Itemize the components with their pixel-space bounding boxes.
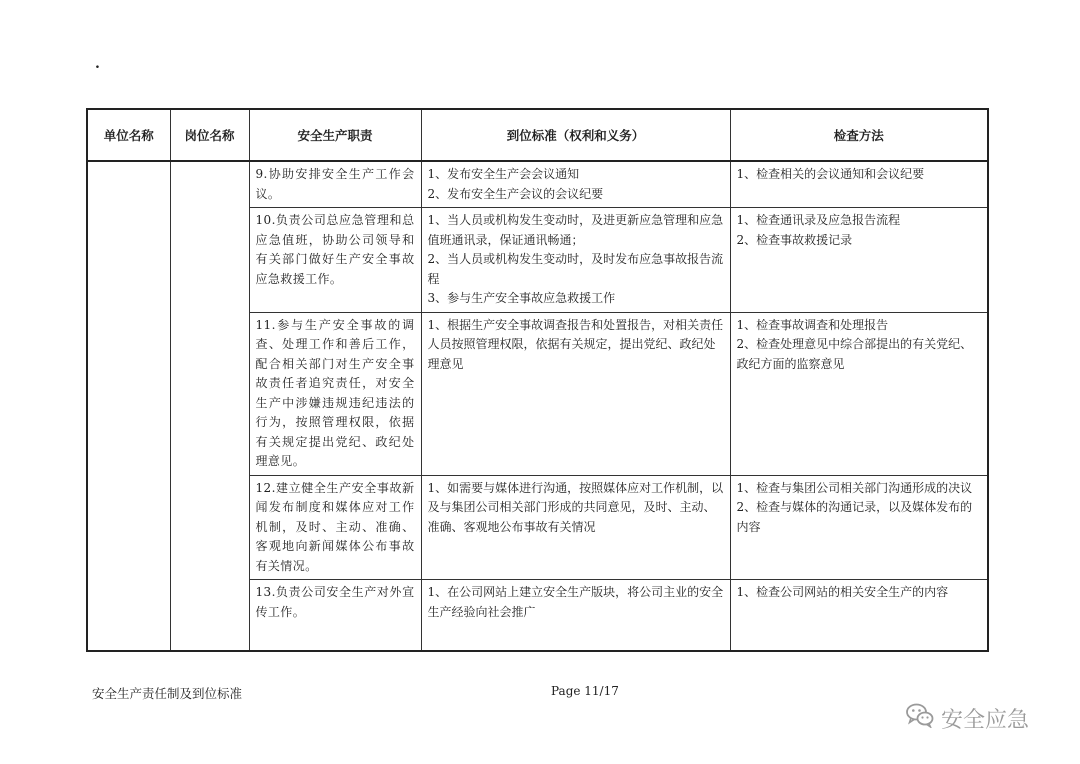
- standard-cell: [421, 580, 730, 651]
- check-cell: [730, 475, 988, 580]
- check-item: 2、检查处理意见中综合部提出的有关党纪、政纪方面的监察意见: [736, 337, 973, 371]
- duty-cell: 11.参与生产安全事故的调查、处理工作和善后工作，配合相关部门对生产安全事故责任者追究责任，对安全生产中涉嫌违规违纪违法的行为，按照管理权限，依据有关规定提出党纪、政纪处理意见。: [249, 312, 421, 475]
- page-mark: .: [95, 56, 100, 72]
- header-unit-name: 单位名称: [87, 109, 170, 161]
- standard-cell: [421, 208, 730, 313]
- duty-cell: 12.建立健全生产安全事故新闻发布制度和媒体应对工作机制，及时、主动、准确、客观地向新闻媒体公布事故有关情况。: [249, 475, 421, 580]
- check-cell: [730, 580, 988, 651]
- standard-item: 1、发布安全生产会会议通知: [427, 167, 580, 181]
- check-item: 1、检查与集团公司相关部门沟通形成的决议: [736, 480, 973, 495]
- check-item: 1、检查事故调查和处理报告: [736, 317, 889, 332]
- table-row: [87, 161, 988, 208]
- check-item: 2、检查事故救援记录: [736, 232, 853, 247]
- duty-cell: 9.协助安排安全生产工作会议。: [249, 161, 421, 208]
- standard-cell: [421, 475, 730, 580]
- unit-name-cell: [87, 161, 170, 651]
- check-item: 1、检查相关的会议通知和会议纪要: [736, 167, 925, 181]
- header-standard: 到位标准（权利和义务）: [421, 109, 730, 161]
- check-item: 2、检查与媒体的沟通记录，以及媒体发布的内容: [736, 500, 973, 534]
- responsibility-table: [86, 108, 989, 652]
- header-post-name: 岗位名称: [170, 109, 249, 161]
- check-item: 1、检查公司网站的相关安全生产的内容: [736, 585, 949, 599]
- table-header-row: [87, 109, 988, 161]
- page-number: Page 11/17: [551, 684, 619, 698]
- standard-item: 1、如需要与媒体进行沟通，按照媒体应对工作机制，以及与集团公司相关部门形成的共同意见，及时、主动、准确、客观地公布事故有关情况: [427, 480, 724, 534]
- standard-cell: [421, 312, 730, 475]
- standard-item: 2、当人员或机构发生变动时，及时发布应急事故报告流程: [427, 252, 724, 286]
- standard-item: 1、在公司网站上建立安全生产版块，将公司主业的安全生产经验向社会推广: [427, 585, 724, 619]
- standard-item: 1、根据生产安全事故调查报告和处置报告，对相关责任人员按照管理权限，依据有关规定，提出党纪、政纪处理意见: [427, 317, 724, 371]
- footer-title: 安全生产责任制及到位标准: [92, 686, 243, 701]
- standard-item: 3、参与生产安全事故应急救援工作: [427, 291, 616, 305]
- check-cell: [730, 208, 988, 313]
- duty-cell: 10.负责公司总应急管理和总应急值班，协助公司领导和有关部门做好生产安全事故应急救援工作。: [249, 208, 421, 313]
- check-item: 1、检查通讯录及应急报告流程: [736, 213, 901, 227]
- post-name-cell: [170, 161, 249, 651]
- header-check-method: 检查方法: [730, 109, 988, 161]
- duty-cell: 13.负责公司安全生产对外宣传工作。: [249, 580, 421, 651]
- check-cell: [730, 161, 988, 208]
- standard-cell: [421, 161, 730, 208]
- standard-item: 1、当人员或机构发生变动时，及进更新应急管理和应急值班通讯录，保证通讯畅通；: [427, 213, 724, 247]
- wechat-icon: [905, 702, 935, 734]
- watermark-text: 安全应急: [941, 707, 1030, 733]
- standard-item: 2、发布安全生产会议的会议纪要: [427, 186, 604, 201]
- header-safety-duty: 安全生产职责: [249, 109, 421, 161]
- check-cell: [730, 312, 988, 475]
- watermark: [905, 702, 1029, 734]
